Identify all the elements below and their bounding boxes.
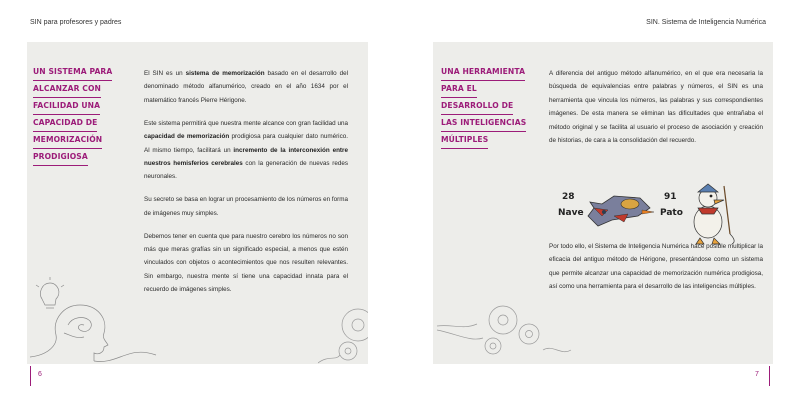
heading-line: MÚLTIPLES xyxy=(441,132,488,149)
paragraph: Este sistema permitirá que nuestra mente alcance con gran facilidad una capacidad de memorización prodigiosa para cualquier dato numérico. Al mismo tiempo, facilitará un incremento de la interconexión entre nuestros hemisferios cerebrales con la generación de nuevas redes neuronales. xyxy=(144,119,348,181)
heading-line: UNA HERRAMIENTA xyxy=(441,64,525,81)
figure-number-28: 28 xyxy=(562,192,575,202)
figure-number-91: 91 xyxy=(664,192,677,202)
right-body-text-2 xyxy=(549,240,763,303)
paragraph: El SIN es un sistema de memorización basado en el desarrollo del denominado método alfanumérico, creado en el año 1634 por el matemático francés Pierre Hérigone. xyxy=(144,70,348,104)
paragraph: Debemos tener en cuenta que para nuestro cerebro los números no son más que meras grafías sin un significado especial, a menos que estén vinculados con objetos o acontecimientos que nos resulten relevantes. Sin embargo, nuestra mente sí tiene una capacidad innata para el recuerdo de imágenes simples. xyxy=(144,232,348,294)
running-header-right: SIN. Sistema de Inteligencia Numérica xyxy=(646,19,766,26)
paragraph: Por todo ello, el Sistema de Inteligencia Numérica hace posible multiplicar la eficacia del antiguo método de Hérigone, presentándose como un sistema que permite alcanzar una capacidad de memorización numérica prodigiosa, así como una herramienta para el desarrollo de las inteligencias múltiples. xyxy=(549,243,763,291)
heading-line: DESARROLLO DE xyxy=(441,98,513,115)
right-body-text xyxy=(549,67,763,157)
gears-illustration-right xyxy=(433,284,573,364)
left-body-text xyxy=(144,67,348,306)
gears-illustration-left xyxy=(318,295,368,365)
spaceship-icon xyxy=(584,186,656,232)
page-number-left: 6 xyxy=(38,371,42,378)
page-margin-tick xyxy=(769,366,770,386)
heading-line: MEMORIZACIÓN xyxy=(33,132,102,149)
page-margin-tick xyxy=(30,366,31,386)
heading-line: LAS INTELIGENCIAS xyxy=(441,115,526,132)
heading-line: CAPACIDAD DE xyxy=(33,115,97,132)
paragraph: Su secreto se basa en lograr un procesamiento de los números en forma de imágenes muy simples. xyxy=(144,196,348,217)
heading-line: ALCANZAR CON xyxy=(33,81,101,98)
figure-word-nave: Nave xyxy=(558,208,584,218)
page-number-right: 7 xyxy=(755,371,759,378)
heading-line: FACILIDAD UNA xyxy=(33,98,100,115)
left-section-heading xyxy=(33,64,123,166)
paragraph: A diferencia del antiguo método alfanumérico, en el que era necesaria la búsqueda de equivalencias entre palabras y números, el SIN es una herramienta que vincula los números, las palabras y sus correspondientes imágenes. De esta manera se eliminan las dificultades que entrañaba el método original y se facilita al usuario el proceso de asociación y creación de historias, de cara a la consolidación del recuerdo. xyxy=(549,70,763,145)
figure-word-pato: Pato xyxy=(660,208,683,218)
duck-icon xyxy=(684,178,740,248)
heading-line: UN SISTEMA PARA xyxy=(33,64,112,81)
heading-line: PARA EL xyxy=(441,81,477,98)
running-header-left: SIN para profesores y padres xyxy=(30,19,122,26)
right-section-heading xyxy=(441,64,531,149)
heading-line: PRODIGIOSA xyxy=(33,149,88,166)
head-lightbulb-illustration xyxy=(28,275,158,365)
